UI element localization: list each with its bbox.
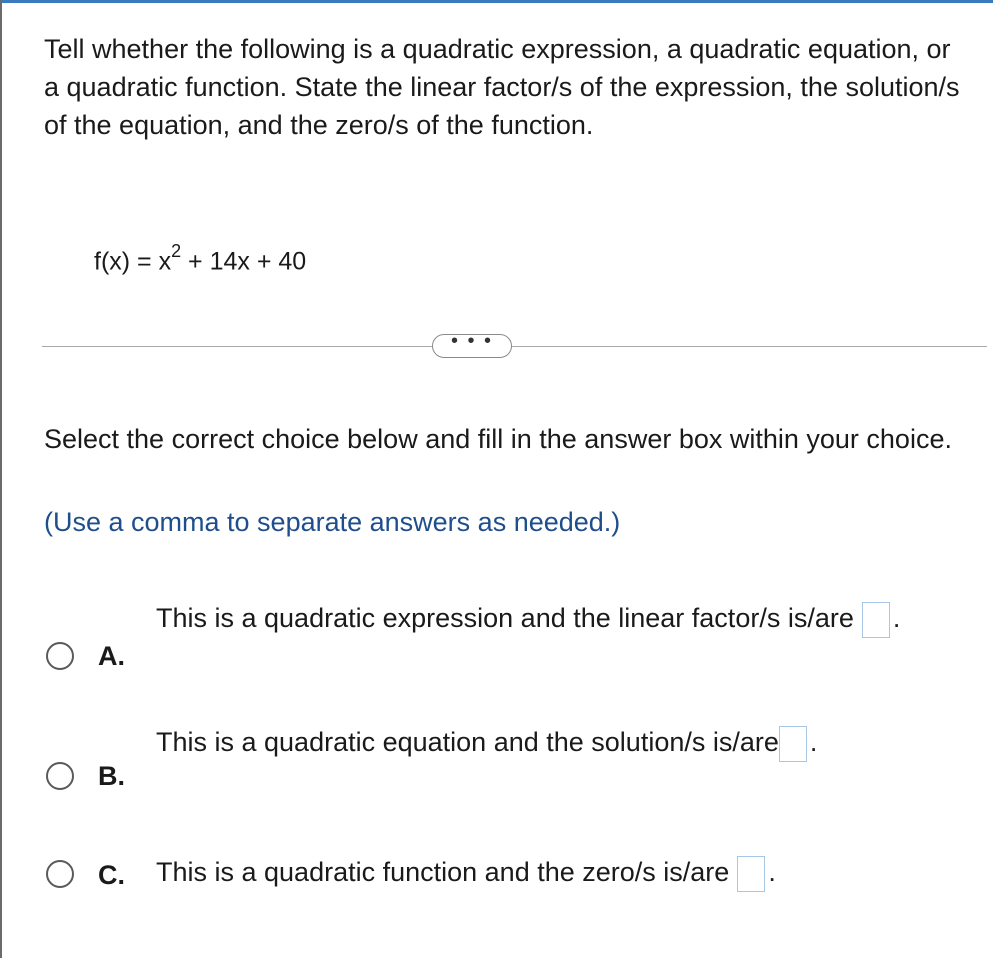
choice-c-answer-box[interactable] [737, 856, 765, 892]
equation-lhs: f(x) = x [94, 247, 172, 276]
choice-a-letter: A. [98, 641, 125, 671]
equation-rhs: + 14x + 40 [181, 247, 307, 276]
section-divider [42, 346, 987, 347]
choice-c-radio[interactable] [46, 860, 74, 888]
expand-more-button[interactable]: • • • [432, 334, 512, 358]
choice-a-statement: This is a quadratic expression and the linear factor/s is/are [156, 603, 854, 633]
equation-exponent: 2 [171, 241, 182, 261]
choice-a-answer-box[interactable] [862, 602, 890, 638]
choice-b-statement: This is a quadratic equation and the solution/s is/are [156, 727, 779, 757]
answer-instruction: Select the correct choice below and fill in the answer box within your choice. [44, 424, 952, 454]
choice-b-radio[interactable] [46, 762, 74, 790]
choice-b-period: . [809, 727, 818, 757]
choice-c-text [156, 848, 956, 896]
choice-b-text [156, 718, 956, 766]
choice-a-period: . [892, 603, 901, 633]
choice-c-period: . [768, 857, 776, 887]
question-prompt: Tell whether the following is a quadratic expression, a quadratic equation, or a quadratic function. State the linear factor/s of the expression, the solution/s of the equation, and the zero/s of the function. [44, 34, 960, 140]
choice-b-answer-box[interactable] [779, 726, 807, 762]
choice-b-letter: B. [98, 761, 125, 791]
choice-c-letter: C. [98, 860, 125, 890]
function-equation [94, 234, 306, 281]
choice-a-radio[interactable] [46, 642, 74, 670]
answer-hint: (Use a comma to separate answers as needed.) [44, 507, 621, 537]
top-accent-rule [2, 0, 993, 3]
choice-c-statement: This is a quadratic function and the zero/s is/are [156, 857, 730, 887]
choice-a-text [156, 594, 956, 642]
